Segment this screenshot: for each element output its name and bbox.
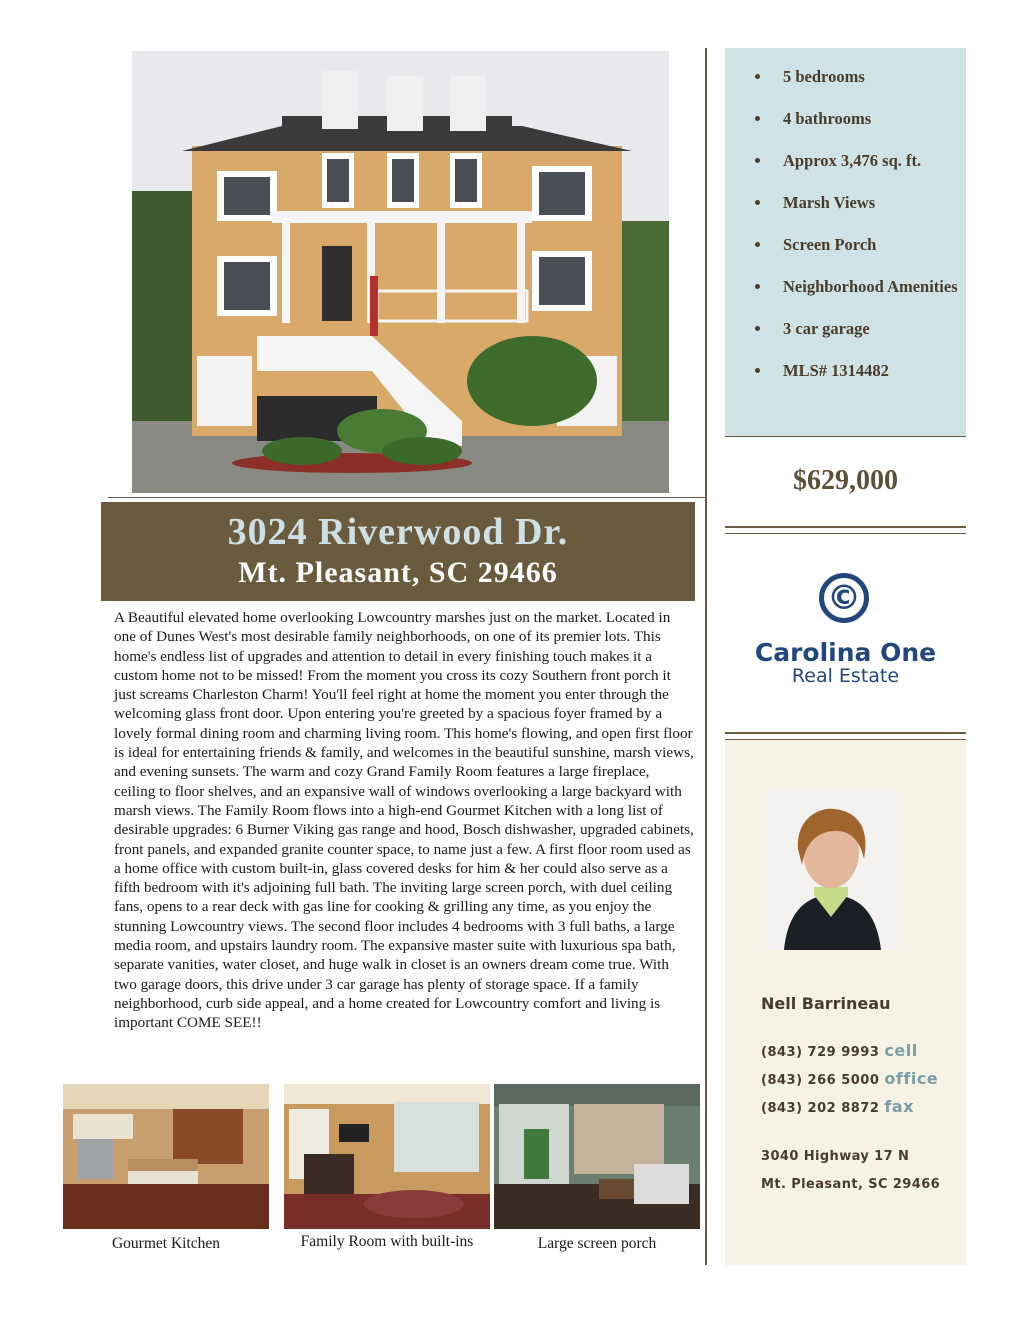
agent-photo: [766, 787, 897, 950]
street-address: 3024 Riverwood Dr.: [227, 511, 569, 553]
price-panel: [725, 437, 966, 527]
phone-label: fax: [884, 1097, 914, 1116]
kitchen-photo: [63, 1084, 269, 1229]
brand-subtitle: Real Estate: [791, 665, 900, 687]
phone-label: cell: [884, 1041, 918, 1060]
feature-item: Neighborhood Amenities: [725, 276, 966, 297]
city-address: Mt. Pleasant, SC 29466: [238, 556, 558, 589]
thumb-caption: Large screen porch: [537, 1235, 657, 1252]
brand-name: Carolina One: [754, 638, 937, 667]
divider: [705, 48, 707, 1265]
office-address-line1: 3040 Highway 17 N: [761, 1149, 910, 1164]
feature-item: 4 bathrooms: [725, 108, 966, 129]
price: $629,000: [793, 465, 898, 496]
phone-fax: [761, 1097, 914, 1116]
phone-office: [761, 1069, 938, 1088]
listing-description: A Beautiful elevated home overlooking Lowcountry marshes just on the market. Located in one of Dunes West's most desirable family neighborhoods, on one of its premier lots. This home's endless list of upgrades and attention to detail in every finishing touch makes it a custom home not to be missed! From the moment you cross its cozy Southern front porch it just screams Charleston Charm! You'll feel right at home the moment you enter through the welcoming glass front door. Upon entering you're greeted by a spacious foyer framed by a lovely formal dining room and charming living room. This home's flowing, and open first floor is ideal for entertaining friends & family, and welcomes in the beautiful sunshine, marsh views, and evening sunsets. The warm and cozy Grand Family Room features a large fireplace, ceiling to floor shelves, and an expansive wall of windows overlooking a large backyard with marsh views. The Family Room flows into a high-end Gourmet Kitchen with a long list of desirable upgrades: 6 Burner Viking gas range and hood, Bosch dishwasher, upgraded cabinets, front panels, and expanded granite counter space, to name just a few. A first floor room used as a home office with custom built-in, glass covered desks for him & her could also serve as a fifth bedroom with it's adjoining full bath. The inviting large screen porch, with duel ceiling fans, opens to a rear deck with gas line for cooking & grilling any time, as you enjoy the stunning Lowcountry views. The second floor includes 4 bedrooms with 3 full baths, a large media room, and upstairs laundry room. The expansive master suite with luxurious spa bath, separate vanities, water closet, and huge walk in closet is an owners dream come true. With two garage doors, this drive under 3 car garage has plenty of storage space. If a family neighborhood, curb side appeal, and a home created for Lowcountry comfort and living is important COME SEE!!: [114, 609, 694, 1032]
thumb-caption: Gourmet Kitchen: [111, 1235, 221, 1252]
divider: [725, 533, 966, 534]
brand-logo: [725, 535, 966, 732]
phone-label: office: [884, 1069, 939, 1088]
family-room-photo: [284, 1084, 490, 1229]
phone-number: (843) 202 8872: [761, 1101, 880, 1116]
feature-panel: [725, 48, 966, 437]
feature-item: 5 bedrooms: [725, 66, 966, 87]
feature-item: 3 car garage: [725, 318, 966, 339]
feature-item: Screen Porch: [725, 234, 966, 255]
copyright-logo-icon: [819, 573, 869, 623]
divider: [725, 732, 966, 734]
logo-mark: ©: [827, 578, 861, 618]
phone-number: (843) 266 5000: [761, 1073, 880, 1088]
screen-porch-photo: [494, 1084, 700, 1229]
thumb-caption: Family Room with built-ins: [300, 1233, 474, 1250]
feature-item: Approx 3,476 sq. ft.: [725, 150, 966, 171]
office-address-line2: Mt. Pleasant, SC 29466: [761, 1177, 941, 1192]
address-banner: [101, 502, 695, 601]
house-photo: [132, 51, 669, 493]
feature-item: MLS# 1314482: [725, 360, 966, 381]
phone-cell: [761, 1041, 918, 1060]
phone-number: (843) 729 9993: [761, 1045, 880, 1060]
feature-item: Marsh Views: [725, 192, 966, 213]
agent-name: Nell Barrineau: [761, 994, 891, 1013]
divider: [725, 526, 966, 528]
divider: [108, 497, 705, 498]
